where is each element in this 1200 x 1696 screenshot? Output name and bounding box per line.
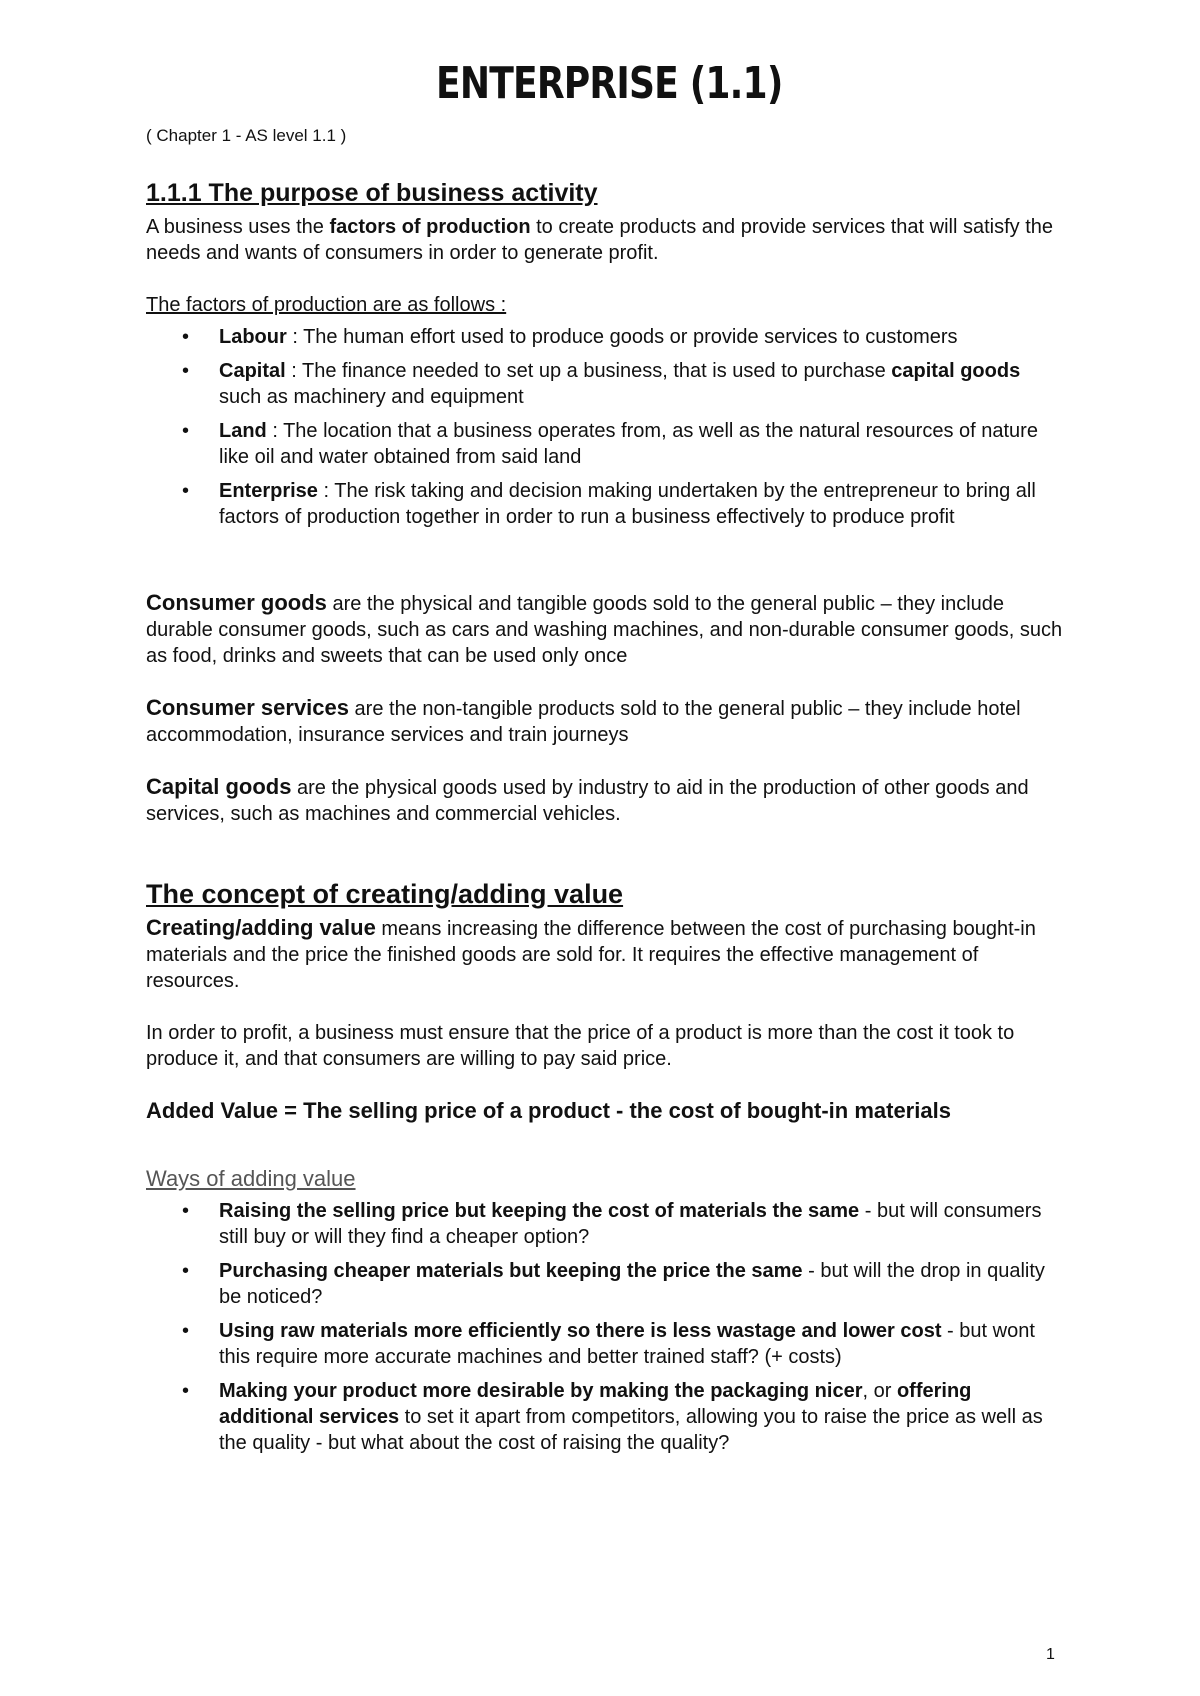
factor-bold-term: capital goods — [891, 360, 1021, 382]
page-number: 1 — [1046, 1646, 1055, 1663]
way-text-2: to set it apart from competitors, allowing you to raise the price as well as the quality - but what about the cost of raising the quality? — [219, 1406, 1043, 1454]
ways-list — [146, 1198, 1066, 1456]
factor-desc: : The human effort used to produce goods or provide services to customers — [286, 326, 958, 348]
factor-term: Capital — [219, 360, 286, 382]
way-bold: Using raw materials more efficiently so there is less wastage and lower cost — [219, 1320, 942, 1342]
factors-list — [146, 324, 1066, 530]
document-title: ENTERPRISE (1.1) — [436, 58, 783, 109]
list-item — [146, 358, 1066, 410]
list-item — [146, 1378, 1066, 1456]
intro-text-end: to create products and provide services that will satisfy the needs and wants of consumers in order to generate profit. — [146, 216, 1054, 264]
factor-desc: : The location that a business operates from, as well as the natural resources of nature like oil and water obtained from said land — [219, 420, 1038, 468]
definition-term: Consumer goods — [146, 590, 327, 615]
definition-capital-goods — [146, 774, 1066, 827]
list-item — [146, 1198, 1066, 1250]
definition-text: means increasing the difference between the cost of purchasing bought-in materials and the price the finished goods are sold for. It requires the effective management of resources. — [146, 918, 1036, 992]
ways-heading: Ways of adding value — [146, 1166, 356, 1191]
document-subtitle: ( Chapter 1 - AS level 1.1 ) — [146, 126, 347, 145]
factor-desc-end: such as machinery and equipment — [219, 386, 524, 408]
document-body — [146, 178, 1066, 1464]
factor-desc: : The risk taking and decision making undertaken by the entrepreneur to bring all factors of production together in order to run a business effectively to produce profit — [219, 480, 1036, 528]
way-bold: Making your product more desirable by making the packaging nicer — [219, 1380, 863, 1402]
definition-consumer-services — [146, 695, 1066, 748]
definition-term: Capital goods — [146, 774, 292, 799]
intro-bold-term: factors of production — [329, 216, 531, 238]
profit-paragraph: In order to profit, a business must ensure that the price of a product is more than the cost it took to produce it, and that consumers are willing to pay said price. — [146, 1022, 1015, 1070]
list-item — [146, 1258, 1066, 1310]
definition-term: Consumer services — [146, 695, 349, 720]
way-text: , or — [862, 1380, 897, 1402]
way-bold: Purchasing cheaper materials but keeping the price the same — [219, 1260, 803, 1282]
definition-text: are the physical goods used by industry to aid in the production of other goods and services, such as machines and commercial vehicles. — [146, 777, 1029, 825]
way-bold: Raising the selling price but keeping the cost of materials the same — [219, 1200, 860, 1222]
way-text: - but will the drop in quality be noticed? — [219, 1260, 1045, 1308]
way-bold-2: offering additional services — [219, 1380, 972, 1428]
way-text: - but wont this require more accurate machines and better trained staff? (+ costs) — [219, 1320, 1035, 1368]
way-text: - but will consumers still buy or will they find a cheaper option? — [219, 1200, 1042, 1248]
added-value-formula: Added Value = The selling price of a product - the cost of bought-in materials — [146, 1098, 951, 1123]
factor-term: Labour — [219, 326, 287, 348]
definition-text: are the physical and tangible goods sold to the general public – they include durable consumer goods, such as cars and washing machines, and non-durable consumer goods, such as food, drinks and sweets that can be used only once — [146, 593, 1063, 667]
factor-term: Land — [219, 420, 267, 442]
section-heading-adding-value: The concept of creating/adding value — [146, 879, 624, 909]
definition-text: are the non-tangible products sold to the general public – they include hotel accommodation, insurance services and train journeys — [146, 698, 1021, 746]
adding-value-definition — [146, 915, 1066, 994]
definition-consumer-goods — [146, 590, 1066, 669]
list-item — [146, 324, 1066, 350]
section-heading-purpose: 1.1.1 The purpose of business activity — [146, 179, 598, 207]
purpose-intro — [146, 214, 1066, 266]
definition-term: Creating/adding value — [146, 915, 376, 940]
factor-term: Enterprise — [219, 480, 318, 502]
factor-desc: : The finance needed to set up a business, that is used to purchase — [285, 360, 892, 382]
factors-intro: The factors of production are as follows : — [146, 294, 507, 316]
intro-text: A business uses the — [146, 216, 330, 238]
list-item — [146, 478, 1066, 530]
list-item — [146, 418, 1066, 470]
list-item — [146, 1318, 1066, 1370]
